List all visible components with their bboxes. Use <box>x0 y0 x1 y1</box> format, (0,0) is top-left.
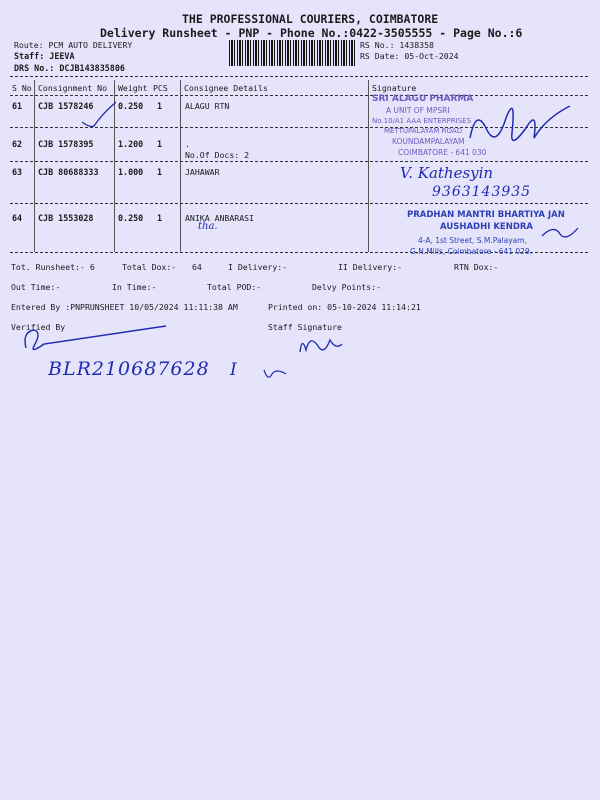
divider-line <box>10 161 588 162</box>
column-divider <box>34 80 35 252</box>
row-consignment: CJB 1578246 <box>38 101 94 111</box>
pharmacy-stamp-line: SRI ALAGU PHARMA <box>372 94 474 104</box>
out-time: Out Time:- <box>11 282 61 292</box>
drs-number: DRS No.: DCJB143835806 <box>14 63 125 73</box>
row-sno: 61 <box>12 101 23 111</box>
row-sno: 63 <box>12 167 23 177</box>
rs-date: RS Date: 05-Oct-2024 <box>360 51 459 61</box>
staff-signature-label: Staff Signature <box>268 322 342 332</box>
col-header-pcs: PCS <box>153 83 168 93</box>
row-sno: 62 <box>12 139 23 149</box>
row-pcs: 1 <box>157 213 163 223</box>
column-divider <box>180 80 181 252</box>
printed-on: Printed on: 05-10-2024 11:14:21 <box>268 302 421 312</box>
row-consignee: . <box>185 139 190 149</box>
verifier-signature-icon <box>20 322 170 358</box>
handwritten-note: tha. <box>198 221 218 232</box>
entered-by: Entered By :PNPRUNSHEET 10/05/2024 11:11:38 AM <box>11 302 238 312</box>
in-time: In Time:- <box>112 282 157 292</box>
row-sno: 64 <box>12 213 23 223</box>
total-pod: Total POD:- <box>207 282 262 292</box>
ii-delivery: II Delivery:- <box>338 262 403 272</box>
col-header-weight: Weight <box>118 83 148 93</box>
kendra-stamp-line: G.N.Mills, Coimbatore - 641 029. <box>410 247 533 256</box>
pharmacy-stamp-line: METTUPALAYAM ROAD <box>384 127 463 135</box>
signature-icon <box>540 222 580 242</box>
pharmacy-stamp-line: COIMBATORE - 641 030 <box>398 148 487 157</box>
col-header-sno: S No <box>12 83 32 93</box>
handwritten-code: BLR210687628 <box>48 358 210 380</box>
i-delivery: I Delivery:- <box>228 262 288 272</box>
col-header-signature: Signature <box>372 83 417 93</box>
row-consignee: ALAGU RTN <box>185 101 230 111</box>
row-weight: 0.250 <box>118 213 144 223</box>
row-weight: 1.200 <box>118 139 144 149</box>
delivery-points: Delvy Points:- <box>312 282 382 292</box>
row-consignee: ANIKA ANBARASI <box>185 213 255 223</box>
pharmacy-stamp-line: No.10/A1 AAA ENTERPRISES <box>372 117 472 125</box>
pharmacy-stamp-line: A UNIT OF MPSRI <box>386 106 450 115</box>
kendra-stamp-line: AUSHADHI KENDRA <box>440 222 534 232</box>
verified-by-label: Verified By <box>11 322 66 332</box>
divider-line <box>10 76 588 77</box>
col-header-consignment: Consignment No <box>38 83 108 93</box>
row-consignment: CJB 80688333 <box>38 167 99 177</box>
row-pcs: 1 <box>157 139 163 149</box>
total-runsheet: Tot. Runsheet:- 6 <box>11 262 95 272</box>
total-dox-value: 64 <box>192 262 202 272</box>
runsheet-subtitle: Delivery Runsheet - PNP - Phone No.:0422-3505555 - Page No.:6 <box>100 26 523 40</box>
rtn-dox: RTN Dox:- <box>454 262 499 272</box>
column-divider <box>368 80 369 252</box>
barcode-image <box>229 40 355 66</box>
pharmacy-stamp-line: KOUNDAMPALAYAM <box>392 137 465 146</box>
rs-number: RS No.: 1438358 <box>360 40 434 50</box>
row-pcs: 1 <box>157 101 163 111</box>
row-doc-count: No.Of Docs: 2 <box>185 150 250 160</box>
staff-text: Staff: JEEVA <box>14 51 75 61</box>
handwritten-name: V. Kathesyin <box>400 164 494 182</box>
row-pcs: 1 <box>157 167 163 177</box>
row-consignment: CJB 1578395 <box>38 139 94 149</box>
tick-mark-icon <box>80 100 120 130</box>
row-weight: 0.250 <box>118 101 144 111</box>
row-weight: 1.000 <box>118 167 144 177</box>
staff-signature-icon <box>296 332 346 358</box>
kendra-stamp-line: 4-A, 1st Street, S.M.Palayam, <box>418 236 527 245</box>
handwritten-mark: I <box>230 360 237 380</box>
row-consignment: CJB 1553028 <box>38 213 94 223</box>
col-header-consignee: Consignee Details <box>184 83 268 93</box>
divider-line <box>10 203 588 204</box>
route-text: Route: PCM AUTO DELIVERY <box>14 40 133 50</box>
scribble-icon <box>262 364 292 384</box>
kendra-stamp-line: PRADHAN MANTRI BHARTIYA JAN <box>407 210 565 220</box>
handwritten-phone: 9363143935 <box>432 184 532 200</box>
signature-icon <box>466 88 576 158</box>
row-consignee: JAHAWAR <box>185 167 220 177</box>
total-dox-label: Total Dox:- <box>122 262 177 272</box>
company-title: THE PROFESSIONAL COURIERS, COIMBATORE <box>182 12 439 26</box>
